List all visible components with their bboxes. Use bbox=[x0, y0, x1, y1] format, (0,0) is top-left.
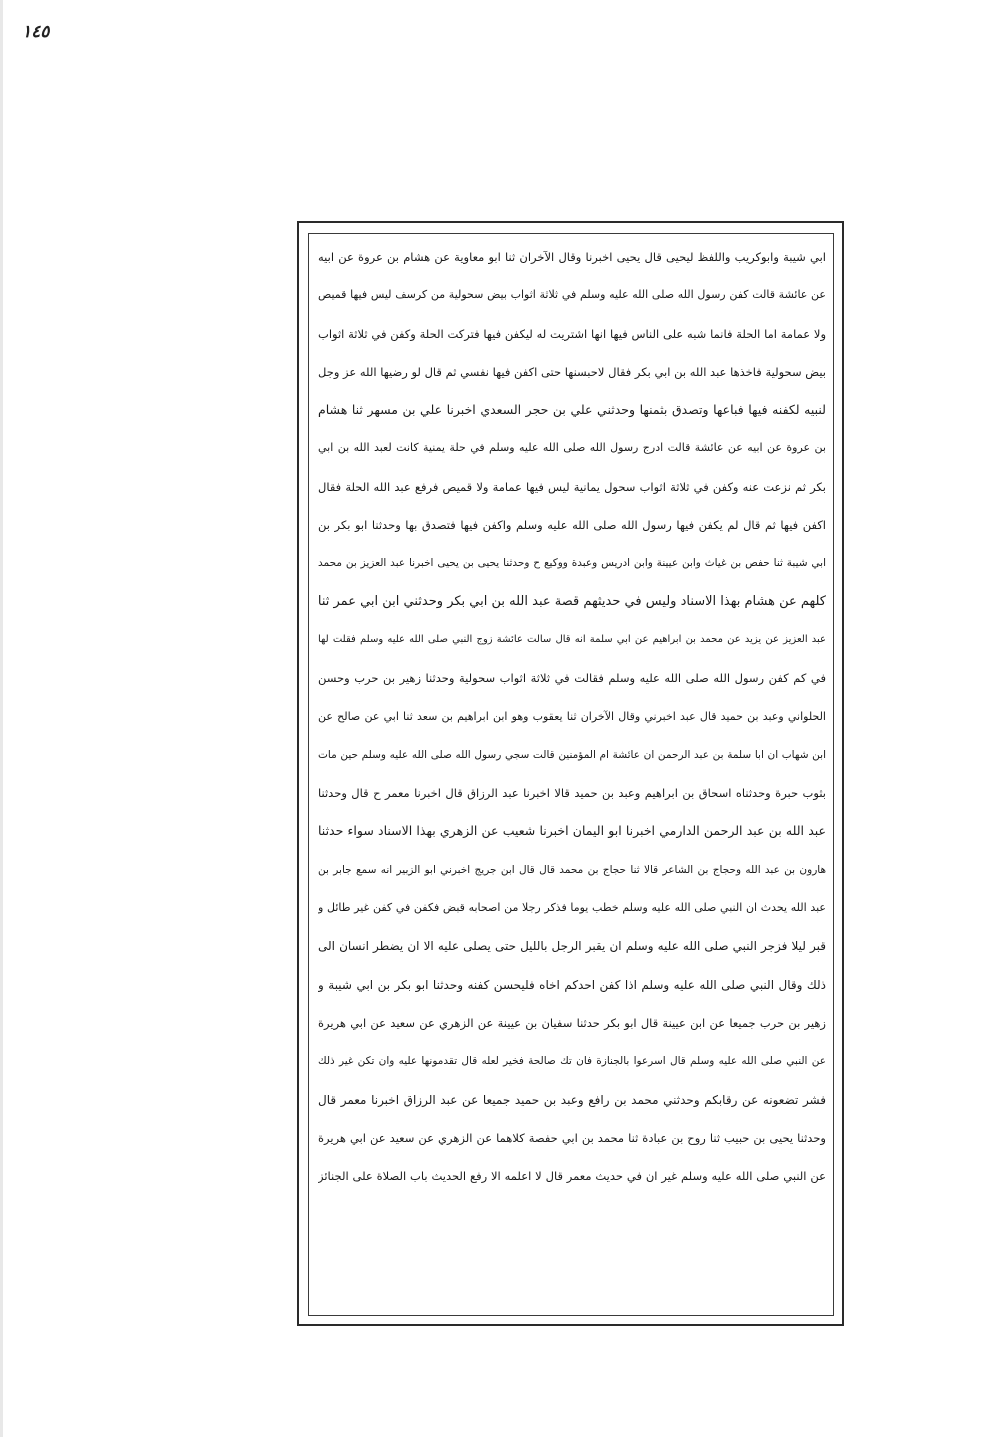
text-line: ابي شيبة وابوكريب واللفظ ليحيى قال يحيى اخبرنا وقال الآخران ثنا ابو معاوية عن هشام بن عروة عن ابيه bbox=[318, 250, 826, 264]
text-line: بيض سحولية فاخذها عبد الله بن ابي بكر فقال لاحبسنها حتى اكفن فيها نفسي ثم قال لو رضيها الله عز وجل bbox=[318, 364, 826, 379]
text-line: بن عروة عن ابيه عن عائشة قالت ادرج رسول الله صلى الله عليه وسلم في حلة يمنية كانت لعبد الله بن ابي bbox=[318, 441, 826, 455]
text-line: ابي شيبة ثنا حفص بن غياث وابن عيينة وابن ادريس وعبدة ووكيع ح وحدثنا يحيى بن يحيى اخبرنا عبد العزيز بن محمد bbox=[318, 557, 826, 570]
text-line: زهير بن حرب جميعا عن ابن عيينة قال ابو بكر حدثنا سفيان بن عيينة عن الزهري عن سعيد عن ابي هريرة bbox=[318, 1015, 826, 1030]
text-line: هارون بن عبد الله وحجاج بن الشاعر قالا ثنا حجاج بن محمد قال قال ابن جريج اخبرني ابو الزبير انه سمع جابر بن bbox=[318, 863, 826, 876]
text-line: عبد العزيز عن يزيد عن محمد بن ابراهيم عن ابي سلمة انه قال سالت عائشة زوج النبي صلى الله عليه وسلم فقلت لها bbox=[318, 633, 826, 645]
text-line: عبد الله يحدث ان النبي صلى الله عليه وسلم خطب يوما فذكر رجلا من اصحابه قبض فكفن في كفن غير طائل و bbox=[318, 901, 826, 915]
text-line: عبد الله بن عبد الرحمن الدارمي اخبرنا ابو اليمان اخبرنا شعيب عن الزهري بهذا الاسناد سواء حدثنا bbox=[318, 823, 826, 839]
text-line: ذلك وقال النبي صلى الله عليه وسلم اذا كفن احدكم اخاه فليحسن كفنه وحدثنا ابو بكر بن ابي شيبة و bbox=[318, 977, 826, 992]
text-line: لنبيه لكفنه فيها فباعها وتصدق بثمنها وحدثني علي بن حجر السعدي اخبرنا علي بن مسهر ثنا هشام bbox=[318, 402, 826, 418]
page-number: ١٤٥ bbox=[22, 22, 50, 42]
text-line: بكر ثم نزعت عنه وكفن في ثلاثة اثواب سحول يمانية ليس فيها عمامة ولا قميص فرفع عبد الله الحلة فقال bbox=[318, 479, 826, 494]
text-line: عن عائشة قالت كفن رسول الله صلى الله عليه وسلم في ثلاثة اثواب بيض سحولية من كرسف ليس فيها قميص bbox=[318, 288, 826, 302]
text-line: اكفن فيها ثم قال لم يكفن فيها رسول الله صلى الله عليه وسلم واكفن فيها فتصدق بها وحدثنا ابو بكر بن bbox=[318, 518, 826, 533]
text-line: وحدثنا يحيى بن حبيب ثنا روح بن عبادة ثنا محمد بن ابي حفصة كلاهما عن الزهري عن سعيد عن ابي هريرة bbox=[318, 1130, 826, 1145]
text-line: عن النبي صلى الله عليه وسلم غير ان في حديث معمر قال لا اعلمه الا رفع الحديث باب الصلاة على الجنائز bbox=[318, 1169, 826, 1184]
text-line: قبر ليلا فزجر النبي صلى الله عليه وسلم ان يقبر الرجل بالليل حتى يصلى عليه الا ان يضطر انسان الى bbox=[318, 939, 826, 954]
text-line: بثوب حبرة وحدثناه اسحاق بن ابراهيم وعبد بن حميد قالا اخبرنا عبد الرزاق قال اخبرنا معمر ح قال وحدثنا bbox=[318, 786, 826, 801]
manuscript-text-block bbox=[318, 238, 826, 1310]
page-left-edge bbox=[0, 0, 3, 1437]
text-line: ابن شهاب ان ابا سلمة بن عبد الرحمن ان عائشة ام المؤمنين قالت سجي رسول الله صلى الله عليه وسلم حين مات bbox=[318, 748, 826, 761]
text-line: عن النبي صلى الله عليه وسلم قال اسرعوا بالجنازة فان تك صالحة فخير لعله قال تقدمونها عليه وان تكن غير ذلك bbox=[318, 1055, 826, 1068]
text-line: فشر تضعونه عن رقابكم وحدثني محمد بن رافع وعبد بن حميد جميعا عن عبد الرزاق اخبرنا معمر قال bbox=[318, 1092, 826, 1107]
text-line: ولا عمامة اما الحلة فانما شبه على الناس فيها انها اشتريت له ليكفن فيها فتركت الحلة وكفن في ثلاثة اثواب bbox=[318, 326, 826, 341]
text-line: كلهم عن هشام بهذا الاسناد وليس في حديثهم قصة عبد الله بن ابي بكر وحدثني ابن ابي عمر ثنا bbox=[318, 593, 826, 609]
text-line: الحلواني وعبد بن حميد قال عبد اخبرني وقال الآخران ثنا يعقوب وهو ابن ابراهيم بن سعد ثنا ابي عن صالح عن bbox=[318, 709, 826, 723]
text-line: في كم كفن رسول الله صلى الله عليه وسلم فقالت في ثلاثة اثواب سحولية وحدثنا زهير بن حرب وحسن bbox=[318, 671, 826, 686]
